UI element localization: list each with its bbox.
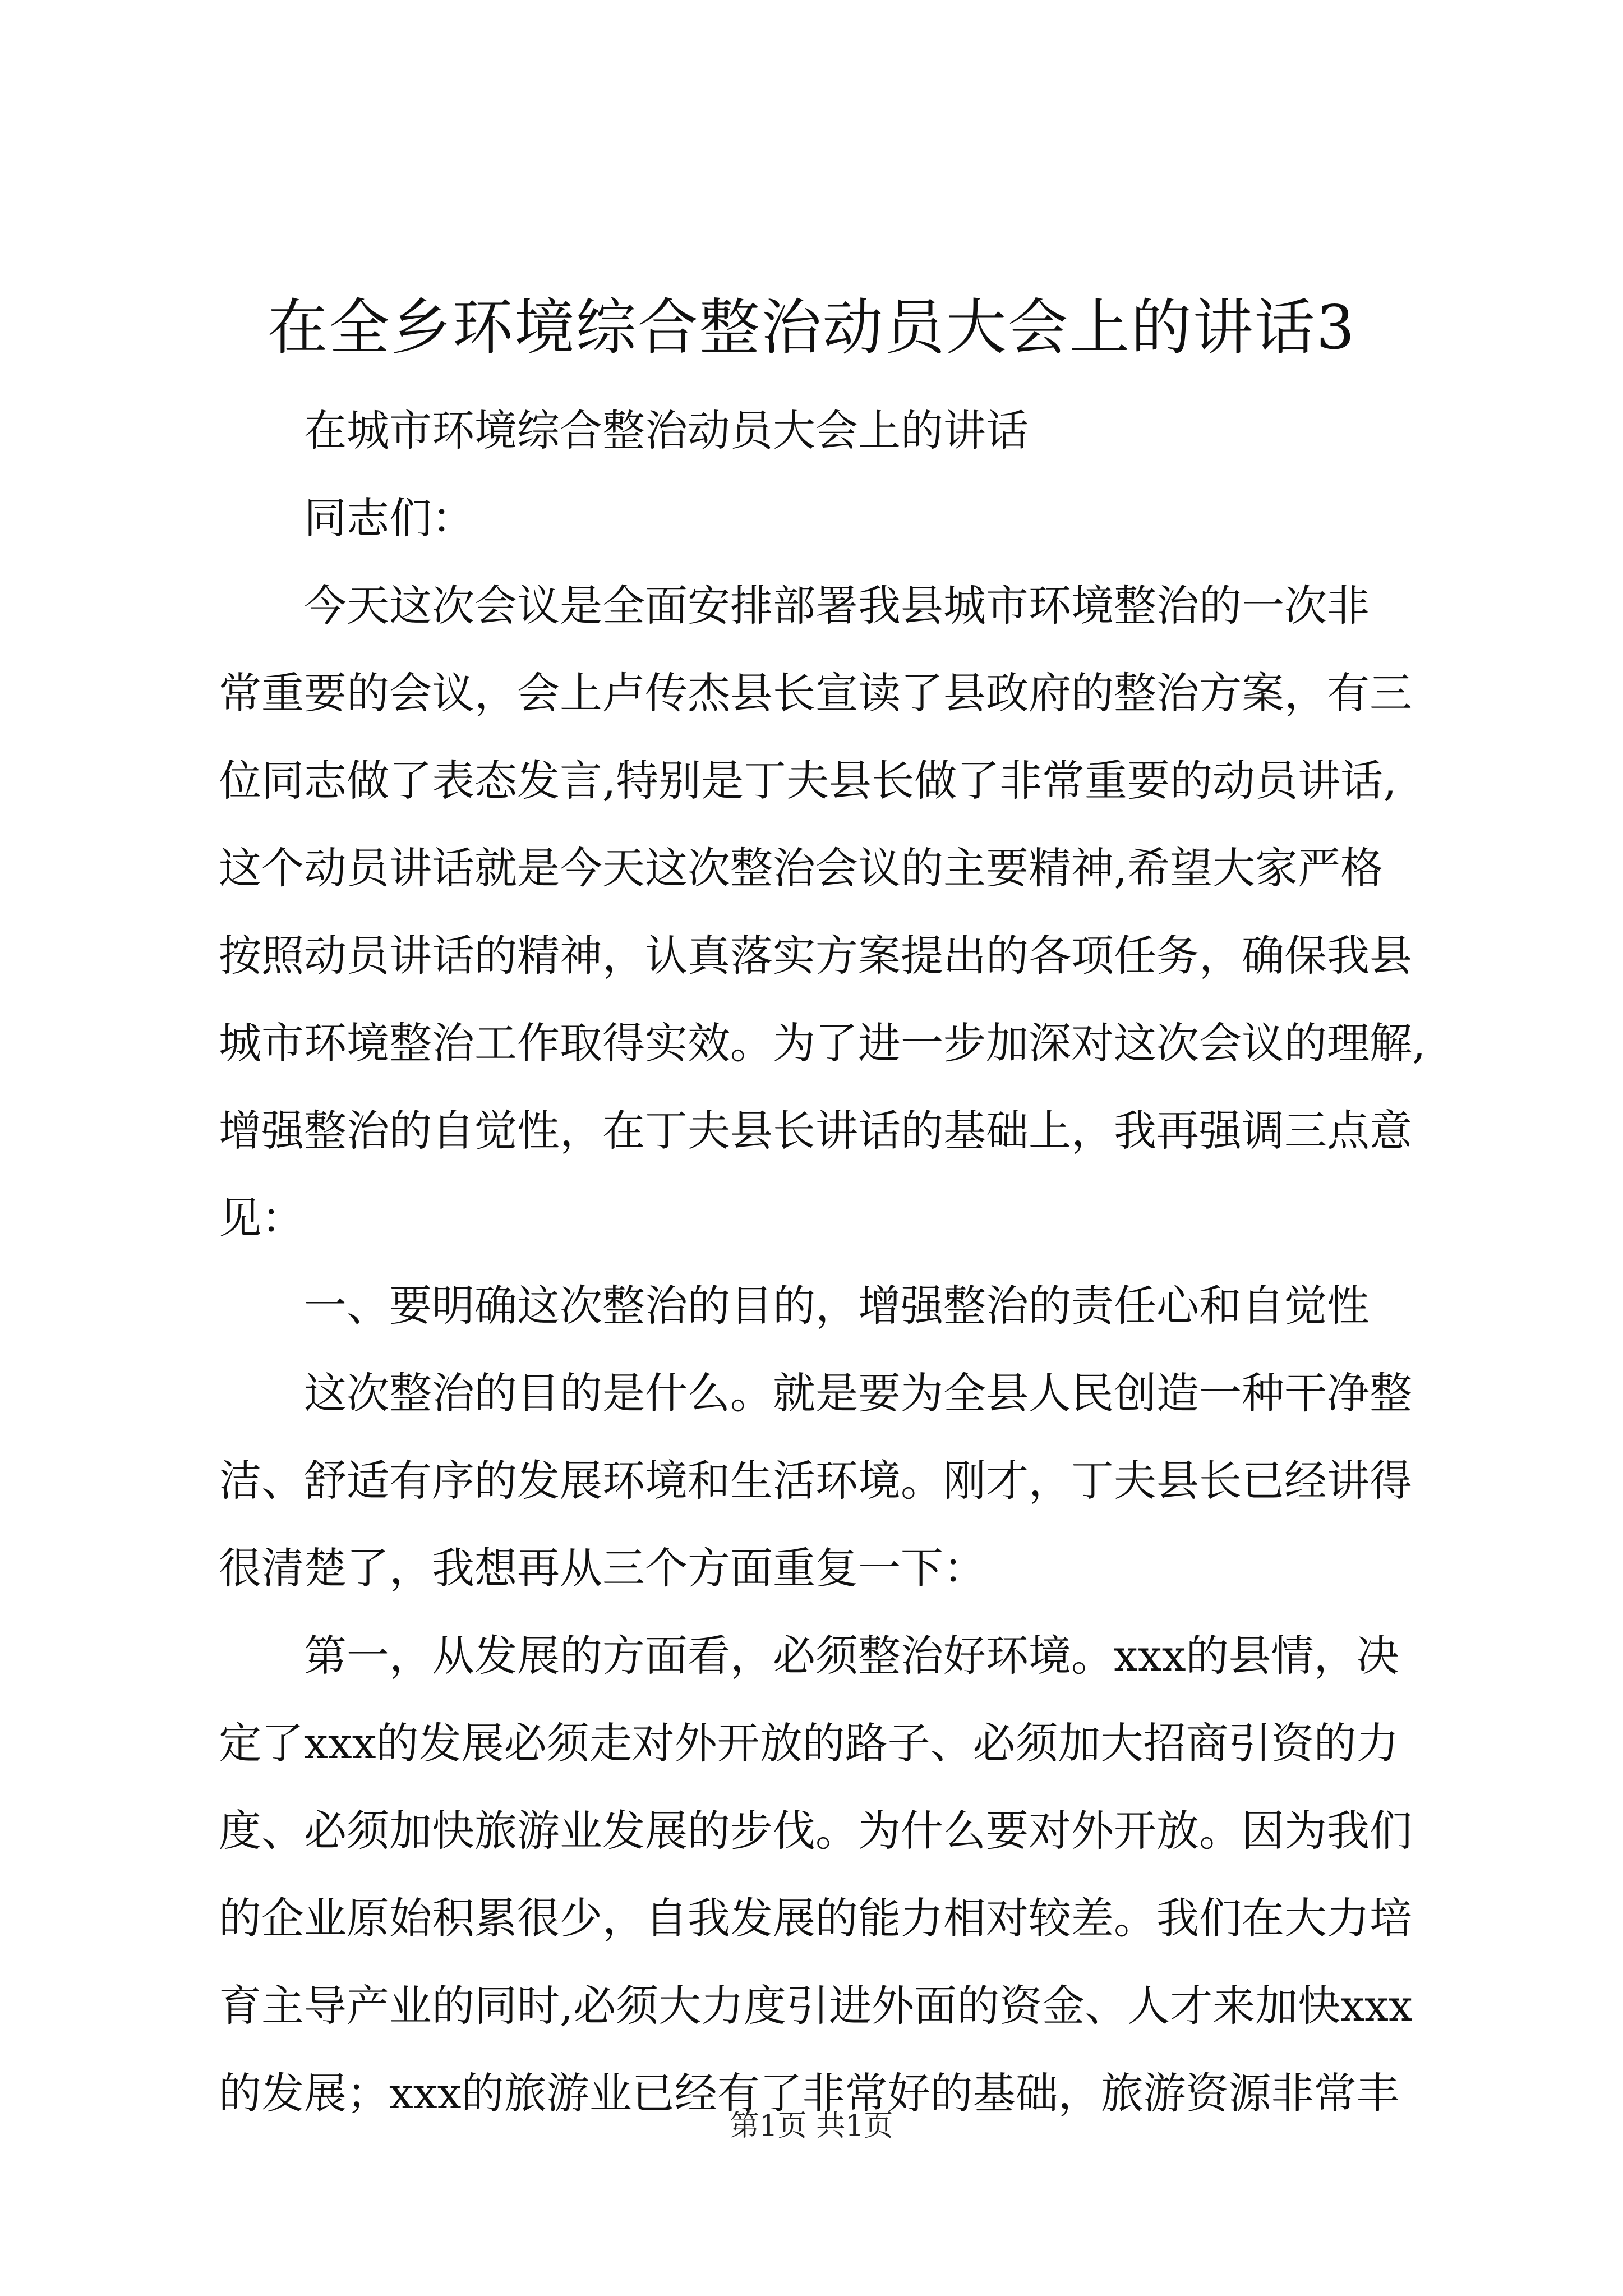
paragraph-line: 这个动员讲话就是今天这次整治会议的主要精神,希望大家严格 xyxy=(219,843,1384,893)
salutation-line: 同志们： xyxy=(304,493,474,543)
paragraph-line: 见： xyxy=(219,1193,304,1243)
document-body xyxy=(219,387,1426,2137)
paragraph-line: 增强整治的自觉性，在丁夫县长讲话的基础上，我再强调三点意 xyxy=(219,1106,1412,1156)
subtitle-line: 在城市环境综合整治动员大会上的讲话 xyxy=(304,406,1029,455)
paragraph-line: 城市环境整治工作取得实效。为了进一步加深对这次会议的理解, xyxy=(219,1018,1426,1068)
paragraph-line: 位同志做了表态发言,特别是丁夫县长做了非常重要的动员讲话, xyxy=(219,756,1397,806)
document-title: 在全乡环境综合整治动员大会上的讲话3 xyxy=(267,293,1356,363)
paragraph-line: 度、必须加快旅游业发展的步伐。为什么要对外开放。因为我们 xyxy=(219,1806,1412,1856)
paragraph-line: 育主导产业的同时,必须大力度引进外面的资金、人才来加快xxx xyxy=(219,1981,1413,2031)
paragraph-line: 按照动员讲话的精神，认真落实方案提出的各项任务，确保我县 xyxy=(219,931,1412,981)
paragraph-line: 很清楚了，我想再从三个方面重复一下： xyxy=(219,1543,986,1593)
paragraph-line: 这次整治的目的是什么。就是要为全县人民创造一种干净整 xyxy=(304,1368,1412,1418)
paragraph-line: 定了xxx的发展必须走对外开放的路子、必须加大招商引资的力 xyxy=(219,1718,1399,1768)
paragraph-line: 的企业原始积累很少，自我发展的能力相对较差。我们在大力培 xyxy=(219,1893,1412,1943)
section-heading: 一、要明确这次整治的目的，增强整治的责任心和自觉性 xyxy=(304,1281,1370,1331)
paragraph-line: 的发展；xxx的旅游业已经有了非常好的基础，旅游资源非常丰 xyxy=(219,2068,1399,2118)
page-footer: 第1页 共1页 xyxy=(730,2109,893,2143)
paragraph-line: 常重要的会议，会上卢传杰县长宣读了县政府的整治方案，有三 xyxy=(219,668,1412,718)
paragraph-line: 今天这次会议是全面安排部署我县城市环境整治的一次非 xyxy=(304,581,1370,631)
paragraph-line: 第一，从发展的方面看，必须整治好环境。xxx的县情，决 xyxy=(304,1631,1399,1681)
paragraph-line: 洁、舒适有序的发展环境和生活环境。刚才，丁夫县长已经讲得 xyxy=(219,1456,1412,1506)
